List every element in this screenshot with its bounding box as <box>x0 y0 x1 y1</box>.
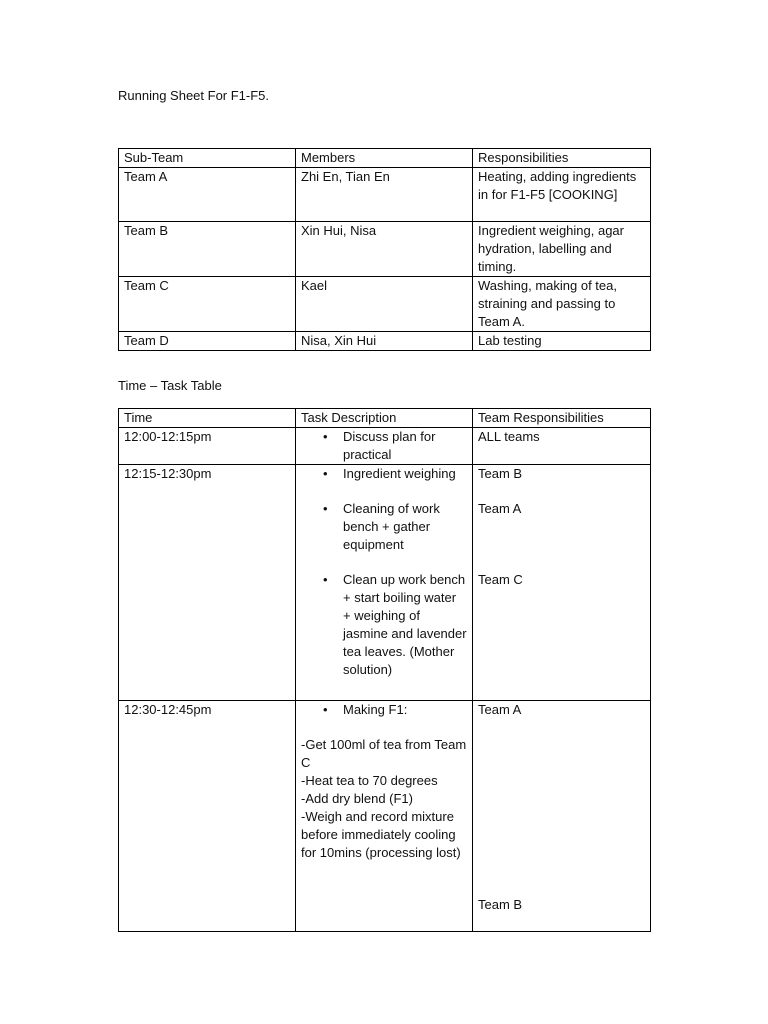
team-cell: Team A <box>119 168 296 222</box>
task-description-cell <box>296 428 473 465</box>
responsibilities-cell: Heating, adding ingredients in for F1-F5 [COOKING] <box>473 168 651 222</box>
responsibilities-cell: Washing, making of tea, straining and passing to Team A. <box>473 277 651 332</box>
table-row <box>119 277 651 332</box>
team-label: Team C <box>478 572 523 587</box>
task-step: -Get 100ml of tea from Team C <box>301 737 467 770</box>
table-row <box>119 428 651 465</box>
team-label: Team B <box>478 466 523 481</box>
header-task-description: Task Description <box>296 409 473 428</box>
table-header-row <box>119 409 651 428</box>
responsibilities-cell: Lab testing <box>473 332 651 351</box>
task-step: -Add dry blend (F1) <box>301 791 413 806</box>
header-time: Time <box>119 409 296 428</box>
task-bullet: • Cleaning of work bench + gather equipment <box>301 500 467 554</box>
table-row <box>119 222 651 277</box>
responsibilities-cell: Ingredient weighing, agar hydration, labelling and timing. <box>473 222 651 277</box>
task-bullet: • Discuss plan for practical <box>301 428 467 464</box>
task-description-cell <box>296 465 473 701</box>
team-cell: Team D <box>119 332 296 351</box>
members-cell: Xin Hui, Nisa <box>296 222 473 277</box>
header-team-responsibilities: Team Responsibilities <box>473 409 651 428</box>
table-row <box>119 701 651 932</box>
team-responsibilities-cell <box>473 465 651 701</box>
table-header-row <box>119 149 651 168</box>
header-sub-team: Sub-Team <box>119 149 296 168</box>
teams-table <box>118 148 651 351</box>
time-cell: 12:00-12:15pm <box>119 428 296 465</box>
time-cell: 12:30-12:45pm <box>119 701 296 932</box>
team-label: Team A <box>478 501 522 516</box>
team-label: Team A <box>478 702 522 717</box>
header-responsibilities: Responsibilities <box>473 149 651 168</box>
table-row <box>119 465 651 701</box>
members-cell: Nisa, Xin Hui <box>296 332 473 351</box>
task-bullet: • Clean up work bench + start boiling water + weighing of jasmine and lavender tea leaves. (Mother solution) <box>301 571 467 679</box>
members-cell: Zhi En, Tian En <box>296 168 473 222</box>
task-bullet: • Making F1: <box>301 701 467 719</box>
time-cell: 12:15-12:30pm <box>119 465 296 701</box>
table-row <box>119 168 651 222</box>
header-members: Members <box>296 149 473 168</box>
members-cell: Kael <box>296 277 473 332</box>
team-responsibilities-cell <box>473 701 651 932</box>
task-bullet: • Ingredient weighing <box>301 465 467 483</box>
team-responsibilities-cell: ALL teams <box>473 428 651 465</box>
document-title: Running Sheet For F1-F5. <box>118 88 270 103</box>
team-cell: Team C <box>119 277 296 332</box>
task-step: -Heat tea to 70 degrees <box>301 773 438 788</box>
task-step: -Weigh and record mixture before immediately cooling for 10mins (processing lost) <box>301 809 461 860</box>
task-description-cell <box>296 701 473 932</box>
time-task-table <box>118 408 651 932</box>
time-task-heading: Time – Task Table <box>118 378 222 393</box>
team-label: Team B <box>478 897 523 912</box>
table-row <box>119 332 651 351</box>
team-cell: Team B <box>119 222 296 277</box>
